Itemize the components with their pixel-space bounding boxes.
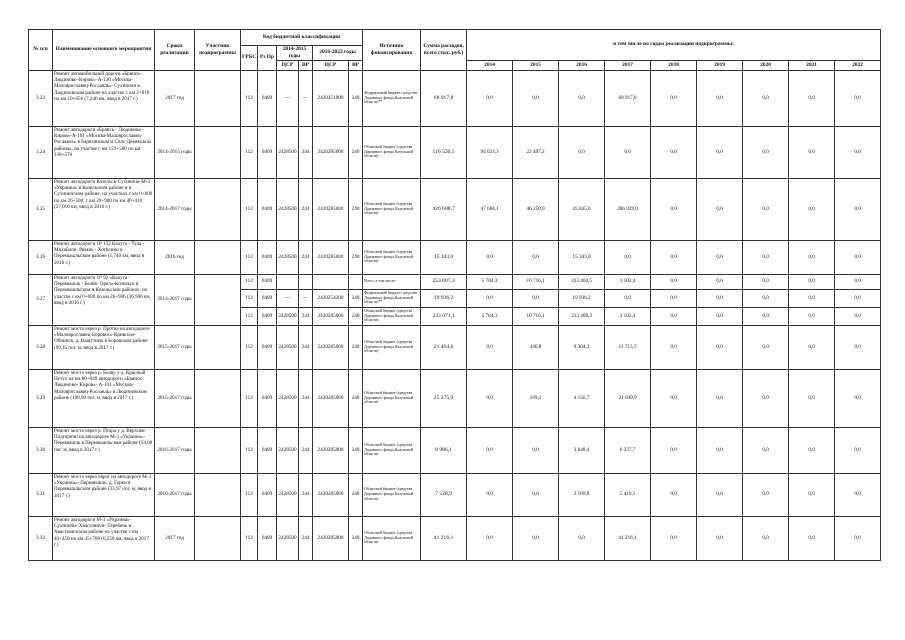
year-amount-2015: 0,0 (513, 70, 559, 126)
year-amount-2020: 0,0 (743, 240, 789, 274)
period: 2016 год (155, 240, 195, 274)
csr-2016-code: 2420285000 (313, 516, 349, 560)
year-amount-2018: 0,0 (651, 178, 697, 240)
activity-name: Ремонт автодороги М-3 «Украина»-Сухиничи- Хвастовичи- Теребень в Хвастовичском районе на участке с км 40+450 по км 45+700 (6,250 км, ввод в 2017 г.) (53, 516, 155, 560)
year-amount-2019: 0,0 (697, 126, 743, 178)
row-number: 3.25 (29, 178, 53, 240)
rzpr-code: 0409 (258, 325, 277, 369)
grbs-code: 112 (241, 126, 258, 178)
total-amount: 426 608,7 (421, 178, 467, 240)
year-amount-2019: 0,0 (697, 70, 743, 126)
row-number: 3.26 (29, 240, 53, 274)
year-amount-2017: 286 829,0 (605, 178, 651, 240)
year-amount-2020: 0,0 (743, 325, 789, 369)
row-number: 3.31 (29, 473, 53, 516)
funding-source: Областной бюджет (средства Дорожного фонда Калужской области) (363, 325, 421, 369)
total-amount: 8 986,1 (421, 427, 467, 473)
period: 2014-2015 годы (155, 126, 195, 178)
vr-header: ВР (299, 60, 313, 70)
year-amount-2015: 0,0 (513, 427, 559, 473)
csr-2016-code (313, 274, 349, 289)
total-amount: 233 071,1 (421, 307, 467, 325)
year-amount-2014: 0,0 (467, 240, 513, 274)
year-amount-2015: 46 250,0 (513, 178, 559, 240)
year-amount-2019: 0,0 (697, 473, 743, 516)
period: 2017 год (155, 516, 195, 560)
grbs-code: 112 (241, 240, 258, 274)
col-period-header: Сроки реализации (155, 30, 195, 71)
years-2016-2022-header: 2016-2022 годы (313, 46, 363, 61)
year-amount-2022: 0,0 (835, 126, 881, 178)
csr-2014-code: 2428500 (277, 516, 299, 560)
year-amount-2018: 0,0 (651, 369, 697, 427)
year-amount-2022: 0,0 (835, 516, 881, 560)
year-amount-2016: 213 468,3 (559, 307, 605, 325)
total-amount: 116 520,5 (421, 126, 467, 178)
row-number: 3.23 (29, 70, 53, 126)
activity-name: Ремонт автомобильной дороги «Брянск–Людиново–Киров»–А-130 «Москва-Малоярославец-Рославль»–Сухиничи в Людиновском районе на участке с км 2+810 по км 10+056 (7,246 км, ввод в 2017 г.) (53, 70, 155, 126)
year-amount-2017: 11 713,5 (605, 325, 651, 369)
year-amount-2021: 0,0 (789, 240, 835, 274)
year-header-2022: 2022 (835, 60, 881, 70)
rzpr-code: 0409 (258, 516, 277, 560)
grbs-code: 112 (241, 274, 258, 289)
csr-2014-code: 2428500 (277, 427, 299, 473)
col-sum-header: Сумма расходов, всего (тыс. руб.) (421, 30, 467, 71)
year-amount-2017: 68 917,8 (605, 70, 651, 126)
vr-2016-code: 240 (349, 307, 363, 325)
year-amount-2022: 0,0 (835, 473, 881, 516)
total-amount: 68 917,8 (421, 70, 467, 126)
total-amount: 7 528,9 (421, 473, 467, 516)
year-amount-2019: 0,0 (697, 178, 743, 240)
vr-2014-code: 244 (299, 240, 313, 274)
year-header-2021: 2021 (789, 60, 835, 70)
vr-2014-code: 244 (299, 178, 313, 240)
row-number: 3.30 (29, 427, 53, 473)
table-body (29, 70, 881, 560)
csr-2016-code: 2420254200 (313, 289, 349, 307)
year-amount-2015: 0,0 (513, 289, 559, 307)
total-amount: 21 464,6 (421, 325, 467, 369)
year-amount-2018: 0,0 (651, 307, 697, 325)
year-amount-2016: 9 304,3 (559, 325, 605, 369)
period: 2015-2017 годы (155, 369, 195, 427)
rzpr-code: 0409 (258, 473, 277, 516)
vr-2014-code: 244 (299, 369, 313, 427)
year-amount-2022: 0,0 (835, 369, 881, 427)
funding-source: Федеральный бюджет (средства Дорожного фонда Калужской области)** (363, 289, 421, 307)
year-amount-2014: 0,0 (467, 325, 513, 369)
table-header (29, 30, 881, 71)
rzpr-code: 0409 (258, 126, 277, 178)
year-amount-2016: 2 109,8 (559, 473, 605, 516)
year-amount-2022: 0,0 (835, 240, 881, 274)
csr-2014-code: 2428500 (277, 240, 299, 274)
period: 2015-2017 годы (155, 325, 195, 369)
participant (195, 126, 241, 178)
year-amount-2015: 169,3 (513, 369, 559, 427)
year-amount-2021: 0,0 (789, 473, 835, 516)
year-header-2015: 2015 (513, 60, 559, 70)
year-amount-2017: 3 102,4 (605, 307, 651, 325)
year-amount-2017: 5 419,1 (605, 473, 651, 516)
row-number: 3.32 (29, 516, 53, 560)
year-amount-2015: 0,0 (513, 240, 559, 274)
rzpr-code: 0409 (258, 427, 277, 473)
activity-name: Ремонт моста через р. Болву у д. Красный Петух на км 80+049 автодороги «Брянск- Людиново- Киров»- А-101 «Москва- Малоярославец-Рославль» в Людиновском районе (109,90 пог. м, ввод в 2017 г.) (53, 369, 155, 427)
year-amount-2019: 0,0 (697, 369, 743, 427)
year-amount-2021: 0,0 (789, 516, 835, 560)
vr-2014-code: 244 (299, 473, 313, 516)
rzpr-code: 0409 (258, 70, 277, 126)
kbk-header: Код бюджетной классификации (241, 30, 363, 46)
year-amount-2017: 0,0 (605, 126, 651, 178)
vr-2016-code (349, 274, 363, 289)
year-amount-2018: 0,0 (651, 427, 697, 473)
year-amount-2018: 0,0 (651, 289, 697, 307)
funding-source: Областной бюджет (средства Дорожного фонда Калужской области) (363, 516, 421, 560)
year-amount-2017: 3 102,4 (605, 274, 651, 289)
row-number: 3.27 (29, 274, 53, 325)
participant (195, 427, 241, 473)
year-amount-2015: 446,8 (513, 325, 559, 369)
year-amount-2016: 0,0 (559, 516, 605, 560)
participant (195, 274, 241, 325)
vr-2016-code: 240 (349, 516, 363, 560)
year-amount-2020: 0,0 (743, 126, 789, 178)
year-amount-2018: 0,0 (651, 473, 697, 516)
year-amount-2022: 0,0 (835, 427, 881, 473)
by-years-header: в том числе по годам реализации подпрограммы: (467, 30, 881, 61)
year-amount-2018: 0,0 (651, 325, 697, 369)
year-amount-2015: 10 716,1 (513, 274, 559, 289)
year-amount-2018: 0,0 (651, 516, 697, 560)
year-amount-2014: 0,0 (467, 516, 513, 560)
year-amount-2022: 0,0 (835, 325, 881, 369)
year-amount-2015: 22 497,2 (513, 126, 559, 178)
participant (195, 325, 241, 369)
year-amount-2019: 0,0 (697, 274, 743, 289)
year-amount-2015: 0,0 (513, 516, 559, 560)
year-amount-2021: 0,0 (789, 369, 835, 427)
activity-name: Ремонт автодороги Козельск-Сухиничи-М-3 «Украина» в Козельском районе и в Сухиничском районе, на участках с км 0+000 по км 26+500, с км 29+900 по км 40+410 (37,010 км, ввод в 2016 г.) (53, 178, 155, 240)
table-row (29, 325, 881, 369)
year-amount-2014: 0,0 (467, 289, 513, 307)
rzpr-code: 0409 (258, 274, 277, 289)
year-amount-2020: 0,0 (743, 473, 789, 516)
vr-2016-code: 240 (349, 240, 363, 274)
year-amount-2020: 0,0 (743, 369, 789, 427)
row-number: 3.29 (29, 369, 53, 427)
year-header-2018: 2018 (651, 60, 697, 70)
period: 2014-2017 годы (155, 178, 195, 240)
rzpr-code: 0409 (258, 240, 277, 274)
year-header-2014: 2014 (467, 60, 513, 70)
activity-name: Ремонт моста через р. Птара у д. Верхние Подгоричи на автодороге М-3 «Украина»- Перемышль в Перемышльском районе (54,08 пог. м, ввод в 2017 г.) (53, 427, 155, 473)
total-amount: 15 343,0 (421, 240, 467, 274)
table-row (29, 126, 881, 178)
year-amount-2016: 233 404,5 (559, 274, 605, 289)
year-amount-2022: 0,0 (835, 274, 881, 289)
year-amount-2014: 5 784,3 (467, 274, 513, 289)
csr-2014-code (277, 274, 299, 289)
rzpr-code: 0409 (258, 369, 277, 427)
year-amount-2014: 0,0 (467, 369, 513, 427)
year-amount-2016: 19 936,2 (559, 289, 605, 307)
row-number: 3.28 (29, 325, 53, 369)
funding-source: Федеральный бюджет (средства Дорожного фонда Калужской области)** (363, 70, 421, 126)
year-amount-2020: 0,0 (743, 516, 789, 560)
year-amount-2019: 0,0 (697, 516, 743, 560)
grbs-code: 112 (241, 325, 258, 369)
year-amount-2014: 0,0 (467, 473, 513, 516)
col-source-header: Источник финансирования (363, 30, 421, 71)
grbs-code: 112 (241, 516, 258, 560)
table-row (29, 427, 881, 473)
year-amount-2019: 0,0 (697, 289, 743, 307)
table-row (29, 473, 881, 516)
year-amount-2016: 0,0 (559, 126, 605, 178)
period: 2017 год (155, 70, 195, 126)
participant (195, 473, 241, 516)
year-header-2016: 2016 (559, 60, 605, 70)
csr-2016-code: 2420285000 (313, 473, 349, 516)
funding-source: Областной бюджет (средства Дорожного фонда Калужской области) (363, 369, 421, 427)
csr-2016-code: 2420251900 (313, 70, 349, 126)
participant (195, 516, 241, 560)
funding-source: Областной бюджет (средства Дорожного фонда Калужской области) (363, 178, 421, 240)
grbs-code: 112 (241, 307, 258, 325)
year-amount-2020: 0,0 (743, 178, 789, 240)
funding-source: Областной бюджет (средства Дорожного фонда Калужской области) (363, 307, 421, 325)
vr-header: ВР (349, 60, 363, 70)
rzpr-code: 0409 (258, 307, 277, 325)
vr-2016-code: 240 (349, 369, 363, 427)
vr-2016-code: 240 (349, 126, 363, 178)
csr-header: ЦСР (313, 60, 349, 70)
activity-name: Ремонт автодороги 1Р 92 «Калуга - Перемышль - Белёв- Орел»-Козельск в Перемышльском и Козельском районах, на участке с км 0+000 по км 26+906 (36,906 км, ввод в 2016 г.) (53, 274, 155, 325)
period: 2016-2017 годы (155, 473, 195, 516)
row-number: 3.24 (29, 126, 53, 178)
year-amount-2014: 0,0 (467, 70, 513, 126)
year-amount-2018: 0,0 (651, 274, 697, 289)
vr-2014-code: — (299, 70, 313, 126)
year-amount-2022: 0,0 (835, 289, 881, 307)
years-2014-2015-header: 2014-2015 годы (277, 46, 313, 61)
funding-source: Всего, в том числе: (363, 274, 421, 289)
year-amount-2016: 4 156,7 (559, 369, 605, 427)
year-amount-2021: 0,0 (789, 126, 835, 178)
year-amount-2020: 0,0 (743, 289, 789, 307)
year-amount-2018: 0,0 (651, 126, 697, 178)
year-amount-2022: 0,0 (835, 307, 881, 325)
rzpr-code: 0409 (258, 178, 277, 240)
year-amount-2018: 0,0 (651, 240, 697, 274)
year-amount-2022: 0,0 (835, 70, 881, 126)
year-header-2017: 2017 (605, 60, 651, 70)
grbs-code: 112 (241, 427, 258, 473)
year-amount-2016: 45 845,6 (559, 178, 605, 240)
csr-2014-code: 2428500 (277, 178, 299, 240)
csr-2014-code: — (277, 289, 299, 307)
vr-2016-code: 240 (349, 178, 363, 240)
csr-2016-code: 2420285000 (313, 427, 349, 473)
csr-2014-code: 2428500 (277, 325, 299, 369)
col-num-header: № п/п (29, 30, 53, 71)
total-amount: 25 375,9 (421, 369, 467, 427)
vr-2016-code: 240 (349, 473, 363, 516)
year-amount-2014: 0,0 (467, 427, 513, 473)
vr-2014-code: 244 (299, 427, 313, 473)
csr-2014-code: — (277, 70, 299, 126)
year-amount-2014: 47 684,1 (467, 178, 513, 240)
csr-2016-code: 2420285000 (313, 325, 349, 369)
grbs-code: 112 (241, 289, 258, 307)
year-amount-2016: 15 343,0 (559, 240, 605, 274)
csr-2014-code: 2428500 (277, 369, 299, 427)
year-amount-2019: 0,0 (697, 240, 743, 274)
year-amount-2021: 0,0 (789, 307, 835, 325)
vr-2016-code: 240 (349, 70, 363, 126)
table-row (29, 240, 881, 274)
year-amount-2020: 0,0 (743, 307, 789, 325)
table-row (29, 70, 881, 126)
participant (195, 240, 241, 274)
funding-source: Областной бюджет (средства Дорожного фонда Калужской области) (363, 427, 421, 473)
col-name-header: Наименование основного мероприятия (53, 30, 155, 71)
table-row (29, 274, 881, 289)
year-amount-2017: 0,0 (605, 240, 651, 274)
year-amount-2014: 94 023,3 (467, 126, 513, 178)
grbs-code: 112 (241, 70, 258, 126)
csr-2014-code: 2428500 (277, 307, 299, 325)
grbs-header: ГРБС (241, 46, 258, 71)
vr-2016-code: 240 (349, 289, 363, 307)
csr-2016-code: 2420285000 (313, 240, 349, 274)
program-activities-table (28, 29, 881, 561)
year-amount-2016: 0,0 (559, 70, 605, 126)
csr-2014-code: 2428500 (277, 473, 299, 516)
year-amount-2020: 0,0 (743, 274, 789, 289)
vr-2014-code (299, 274, 313, 289)
vr-2016-code: 240 (349, 427, 363, 473)
total-amount: 253 007,3 (421, 274, 467, 289)
year-amount-2021: 0,0 (789, 289, 835, 307)
vr-2014-code: 244 (299, 516, 313, 560)
year-header-2019: 2019 (697, 60, 743, 70)
year-amount-2021: 0,0 (789, 427, 835, 473)
activity-name: Ремонт моста через р. Протва на автодороге «Малоярославец-Боровск»-Кривское-Обнинск, д. Вашутино в Боровском районе (99,45 пог. м, ввод в 2017 г.) (53, 325, 155, 369)
csr-header: ЦСР (277, 60, 299, 70)
activity-name: Ремонт автодороги «Брянск - Людиново - Киров»-А-101 «Москва-Малоярославец- Рославль» в Барятинском и Спас-Деменском районах, на участке с км 121+500 по км 138+570 (53, 126, 155, 178)
csr-2016-code: 2420285000 (313, 307, 349, 325)
period: 2014-2017 годы (155, 274, 195, 325)
table-row (29, 369, 881, 427)
participant (195, 369, 241, 427)
year-amount-2014: 5 784,3 (467, 307, 513, 325)
participant (195, 178, 241, 240)
funding-source: Областной бюджет (средства Дорожного фонда Калужской области) (363, 126, 421, 178)
grbs-code: 112 (241, 473, 258, 516)
funding-source: Областной бюджет (средства Дорожного фонда Калужской области) (363, 240, 421, 274)
vr-2014-code: 244 (299, 325, 313, 369)
period: 2016-2017 годы (155, 427, 195, 473)
vr-2016-code: 240 (349, 325, 363, 369)
year-amount-2017: 21 049,9 (605, 369, 651, 427)
year-amount-2017: 6 337,7 (605, 427, 651, 473)
year-amount-2020: 0,0 (743, 70, 789, 126)
col-participant-header: Участник подпрограммы (195, 30, 241, 71)
year-amount-2019: 0,0 (697, 427, 743, 473)
rzpr-header: Рз Пр (258, 46, 277, 71)
vr-2014-code: 244 (299, 307, 313, 325)
vr-2014-code: — (299, 289, 313, 307)
year-amount-2021: 0,0 (789, 274, 835, 289)
grbs-code: 112 (241, 369, 258, 427)
csr-2016-code: 2420285000 (313, 126, 349, 178)
csr-2016-code: 2420285000 (313, 178, 349, 240)
rzpr-code: 0409 (258, 289, 277, 307)
year-amount-2017: 41 216,1 (605, 516, 651, 560)
vr-2014-code: 244 (299, 126, 313, 178)
table-row (29, 178, 881, 240)
activity-name: Ремонт моста через овраг на автодороге М-3 «Украина»- Перемышль, д. Горки в Перемышльском районе (33,97 пог. м, ввод в 2017 г.) (53, 473, 155, 516)
year-amount-2021: 0,0 (789, 70, 835, 126)
year-amount-2021: 0,0 (789, 178, 835, 240)
year-amount-2020: 0,0 (743, 427, 789, 473)
total-amount: 19 936,2 (421, 289, 467, 307)
year-amount-2019: 0,0 (697, 325, 743, 369)
total-amount: 41 216,1 (421, 516, 467, 560)
year-amount-2016: 2 648,4 (559, 427, 605, 473)
year-amount-2015: 0,0 (513, 473, 559, 516)
grbs-code: 112 (241, 178, 258, 240)
csr-2014-code: 2428500 (277, 126, 299, 178)
year-header-2020: 2020 (743, 60, 789, 70)
participant (195, 70, 241, 126)
csr-2016-code: 2420285000 (313, 369, 349, 427)
activity-name: Ремонт автодороги 1Р 132 Калуга - Тула - Михайлов- Рязань - Хотисино в Перемышльском районе (1,740 км, ввод в 2016 г.) (53, 240, 155, 274)
table-row (29, 516, 881, 560)
year-amount-2015: 10 716,1 (513, 307, 559, 325)
funding-source: Областной бюджет (средства Дорожного фонда Калужской области) (363, 473, 421, 516)
year-amount-2017: 0,0 (605, 289, 651, 307)
year-amount-2019: 0,0 (697, 307, 743, 325)
year-amount-2021: 0,0 (789, 325, 835, 369)
year-amount-2018: 0,0 (651, 70, 697, 126)
year-amount-2022: 0,0 (835, 178, 881, 240)
